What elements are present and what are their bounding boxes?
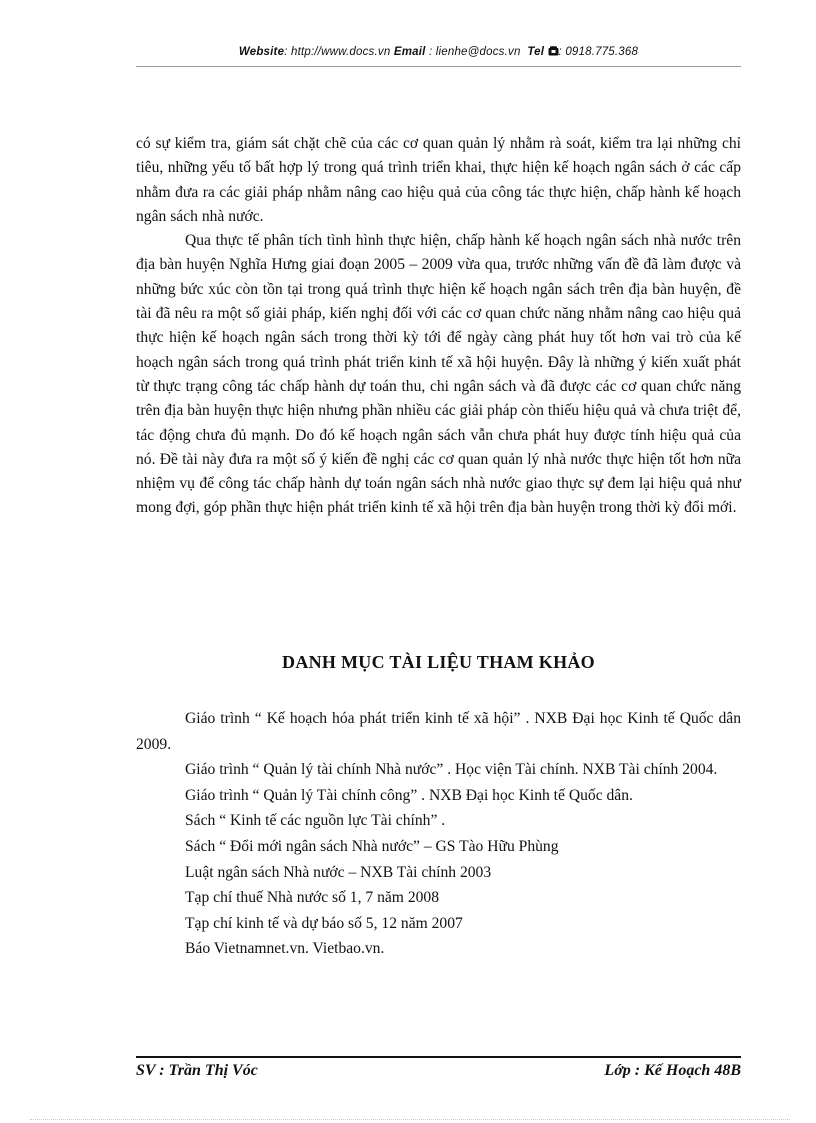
conclusion-body — [136, 132, 741, 521]
page-edge-line — [30, 1119, 790, 1120]
references-list — [136, 706, 741, 962]
email-value: : lienhe@docs.vn — [428, 46, 521, 58]
reference-item: Luật ngân sách Nhà nước – NXB Tài chính 2003 — [185, 863, 492, 881]
reference-item: Giáo trình “ Quản lý tài chính Nhà nước” . Học viện Tài chính. NXB Tài chính 2004. — [185, 761, 718, 779]
reference-item: Báo Vietnamnet.vn. Vietbao.vn. — [185, 940, 385, 958]
telephone-icon — [548, 46, 559, 56]
body-paragraph-1: có sự kiểm tra, giám sát chặt chẽ của các cơ quan quản lý nhằm rà soát, kiểm tra lại những chỉ tiêu, những yếu tố bất hợp lý trong quá trình triển khai, thực hiện kế hoạch ngân sách ở các cấp nhằm đưa ra các giải pháp nhằm nâng cao hiệu quả của công tác thực hiện, chấp hành kế hoạch ngân sách nhà nước. — [136, 135, 741, 225]
reference-item: Tạp chí thuế Nhà nước số 1, 7 năm 2008 — [185, 889, 440, 907]
tel-value: : 0918.775.368 — [558, 46, 639, 58]
website-value: : http://www.docs.vn — [284, 46, 391, 58]
email-label: Email — [393, 46, 426, 58]
footer-author: SV : Trần Thị Vóc — [136, 1062, 258, 1078]
footer-class: Lớp : Kế Hoạch 48B — [604, 1062, 741, 1078]
reference-item: Giáo trình “ Kế hoạch hóa phát triển kinh tế xã hội” . NXB Đại học Kinh tế Quốc dân 2009. — [136, 710, 741, 753]
website-label: Website — [238, 46, 285, 58]
references-title: DANH MỤC TÀI LIỆU THAM KHẢO — [282, 652, 595, 672]
header-divider — [136, 66, 741, 67]
footer-divider — [136, 1056, 741, 1058]
page-footer — [136, 1062, 741, 1078]
tel-label: Tel — [527, 46, 545, 58]
reference-item: Sách “ Đổi mới ngân sách Nhà nước” – GS Tào Hữu Phùng — [185, 837, 559, 855]
page-header — [136, 46, 741, 58]
body-paragraph-2: Qua thực tế phân tích tình hình thực hiện, chấp hành kế hoạch ngân sách nhà nước trên địa bàn huyện Nghĩa Hưng giai đoạn 2005 – 2009 vừa qua, trước những vấn đề đã làm được và những bức xúc còn tồn tại trong quá trình thực hiện kế hoạch ngân sách trên địa bàn huyện, đề tài đã nêu ra một số giải pháp, kiến nghị đối với các cơ quan chức năng nhằm nâng cao hiệu quả thực hiện kế hoạch ngân sách trong thời kỳ tới để ngày càng phát huy tốt hơn vai trò của kế hoạch ngân sách trong quá trình phát triển kinh tế xã hội huyện. Đây là những ý kiến xuất phát từ thực trạng công tác chấp hành dự toán thu, chi ngân sách và đã được các cơ quan chức năng trên địa bàn huyện thực hiện nhưng phần nhiều các giải pháp còn thiếu hiệu quả và chưa triệt để, tác động chưa đủ mạnh. Do đó kế hoạch ngân sách vẫn chưa phát huy được tính hiệu quả của nó. Đề tài này đưa ra một số ý kiến đề nghị các cơ quan quản lý nhà nước thực hiện tốt hơn nữa nhiệm vụ để công tác chấp hành dự toán ngân sách nhà nước giao thực sự đem lại hiệu quả như mong đợi, góp phần thực hiện phát triển kinh tế xã hội trên địa bàn huyện trong thời kỳ đổi mới. — [136, 232, 741, 517]
reference-item: Sách “ Kinh tế các nguồn lực Tài chính” . — [185, 812, 446, 830]
reference-item: Tạp chí kinh tế và dự báo số 5, 12 năm 2007 — [185, 914, 463, 932]
reference-item: Giáo trình “ Quản lý Tài chính công” . NXB Đại học Kinh tế Quốc dân. — [185, 786, 633, 804]
